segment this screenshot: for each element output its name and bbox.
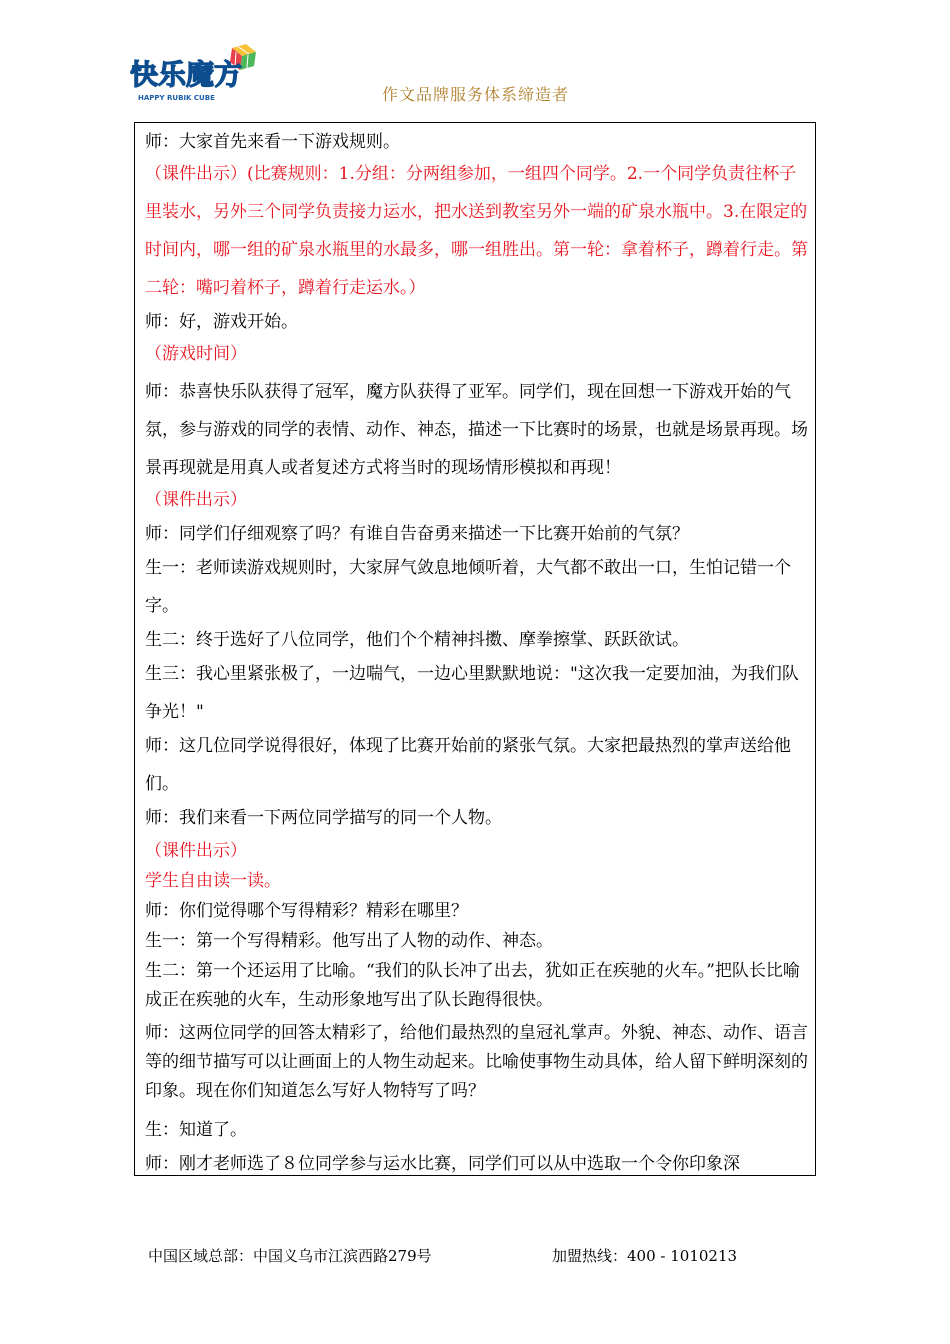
transcript-line: 师：这两位同学的回答太精彩了，给他们最热烈的皇冠礼掌声。外貌、神态、动作、语言等的细节描写可以让画面上的人物生动起来。比喻使事物生动具体，给人留下鲜明深刻的印象。现在你们知道怎么写好人物特写了吗？: [145, 1023, 808, 1101]
transcript-line: 生二：终于选好了八位同学，他们个个精神抖擞、摩拳擦掌、跃跃欲试。: [145, 630, 689, 650]
transcript-line: 师：大家首先来看一下游戏规则。: [145, 132, 400, 152]
stage-direction: （游戏时间）: [145, 344, 247, 364]
transcript-line: 生一：老师读游戏规则时，大家屏气敛息地倾听着，大气都不敢出一口，生怕记错一个字。: [145, 558, 791, 616]
stage-direction: （课件出示）: [145, 841, 247, 861]
transcript-line: 师：刚才老师选了８位同学参与运水比赛，同学们可以从中选取一个令你印象深: [145, 1154, 740, 1174]
transcript-line: 生三：我心里紧张极了，一边喘气，一边心里默默地说："这次我一定要加油，为我们队争光！": [145, 664, 799, 722]
transcript-line: 师：这几位同学说得很好，体现了比赛开始前的紧张气氛。大家把最热烈的掌声送给他们。: [145, 736, 791, 794]
stage-direction: （课件出示）: [145, 490, 247, 510]
stage-direction: 学生自由读一读。: [145, 871, 281, 891]
footer-address: 中国区域总部：中国义乌市江滨西路279号: [148, 1247, 432, 1265]
transcript-line: 师：同学们仔细观察了吗？有谁自告奋勇来描述一下比赛开始前的气氛？: [145, 524, 689, 544]
transcript-line: 生二：第一个还运用了比喻。“我们的队长冲了出去，犹如正在疾驰的火车。”把队长比喻成正在疾驰的火车，生动形象地写出了队长跑得很快。: [145, 961, 800, 1010]
courseware-rules: （课件出示）(比赛规则：1.分组：分两组参加，一组四个同学。2.一个同学负责往杯子里装水，另外三个同学负责接力运水，把水送到教室另外一端的矿泉水瓶中。3.在限定的时间内，哪一组的矿泉水瓶里的水最多，哪一组胜出。第一轮：拿着杯子，蹲着行走。第二轮：嘴叼着杯子，蹲着行走运水。）: [145, 164, 808, 298]
transcript-line: 生一：第一个写得精彩。他写出了人物的动作、神态。: [145, 931, 553, 951]
transcript-line: 师：好，游戏开始。: [145, 312, 298, 332]
happy-rubik-cube-logo: [128, 44, 260, 106]
svg-text:快乐魔方: 快乐魔方: [130, 58, 243, 91]
transcript-line: 师：我们来看一下两位同学描写的同一个人物。: [145, 808, 502, 828]
transcript-line: 师：恭喜快乐队获得了冠军，魔方队获得了亚军。同学们，现在回想一下游戏开始的气氛，参与游戏的同学的表情、动作、神态，描述一下比赛时的场景，也就是场景再现。场景再现就是用真人或者复述方式将当时的现场情形模拟和再现！: [145, 382, 808, 478]
svg-text:HAPPY RUBIK CUBE: HAPPY RUBIK CUBE: [138, 94, 215, 102]
lesson-transcript-box: [134, 122, 816, 1176]
footer-hotline: 加盟热线：400 - 1010213: [552, 1247, 738, 1265]
transcript-line: 师：你们觉得哪个写得精彩？精彩在哪里？: [145, 901, 468, 921]
transcript-line: 生：知道了。: [145, 1120, 247, 1140]
header-slogan: 作文品牌服务体系缔造者: [382, 85, 570, 104]
